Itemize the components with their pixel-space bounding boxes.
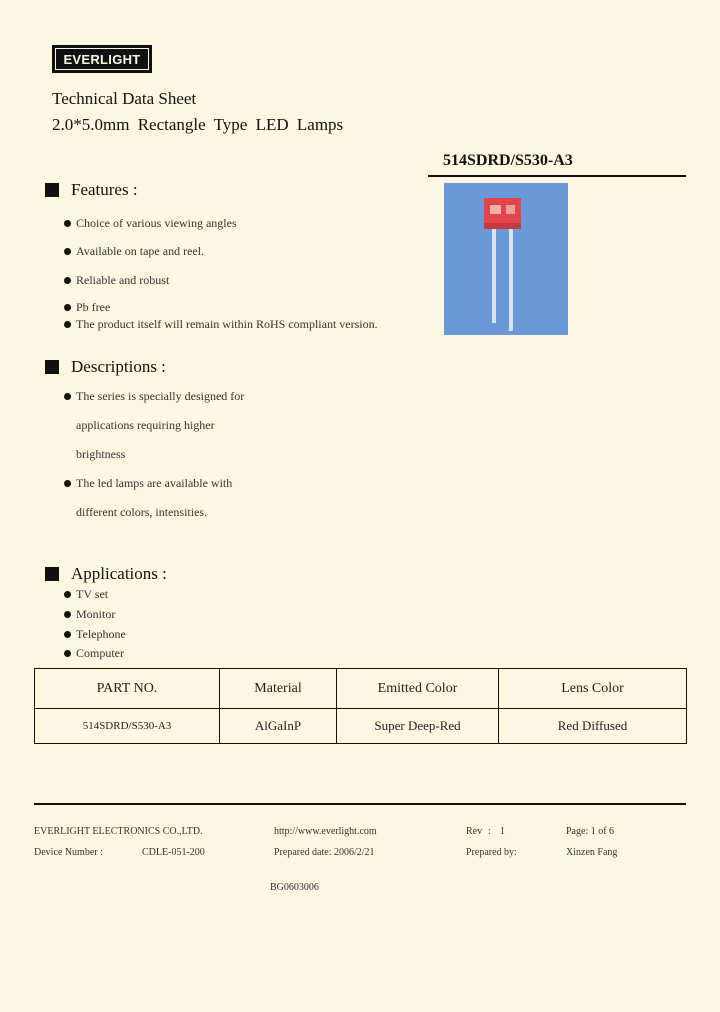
footer-rev-value: 1 [500,826,505,837]
bullet-icon [64,611,71,618]
footer-prepared-by-label: Prepared by: [466,847,517,858]
application-item: Monitor [64,607,115,622]
description-line: The led lamps are available with [64,476,232,491]
col-header-material: Material [220,669,337,709]
features-heading-text: Features : [71,180,138,199]
footer-device-label: Device Number : [34,847,103,858]
bullet-icon [64,480,71,487]
cell-lens-color: Red Diffused [499,709,687,744]
footer-device-value: CDLE-051-200 [142,847,205,858]
footer-rev-sep: : [488,826,491,837]
footer-page: Page: 1 of 6 [566,826,615,837]
bullet-icon [64,321,71,328]
description-line: applications requiring higher [76,418,215,432]
feature-item: Choice of various viewing angles [64,216,237,231]
header-rule [428,175,686,177]
bullet-icon [64,393,71,400]
led-lamp-image [444,183,568,335]
applications-heading [45,564,167,584]
col-header-part-no: PART NO. [35,669,220,709]
table-header-row [35,669,687,709]
footer-company: EVERLIGHT ELECTRONICS CO.,LTD. [34,826,203,837]
cell-material: AlGaInP [220,709,337,744]
everlight-logo [52,45,152,73]
part-number-heading: 514SDRD/S530-A3 [443,152,573,169]
square-bullet-icon [45,183,59,197]
footer-prepared-date: Prepared date: 2006/2/21 [274,847,375,858]
description-line: The series is specially designed for [64,389,244,404]
application-item: Telephone [64,627,126,642]
logo-text: EVERLIGHT [63,51,141,67]
feature-item: Available on tape and reel. [64,244,204,259]
footer-rule [34,803,686,805]
feature-item: The product itself will remain within RoHS compliant version. [64,317,378,332]
document-subtitle: 2.0*5.0mm Rectangle Type LED Lamps [52,115,344,134]
col-header-emitted-color: Emitted Color [337,669,499,709]
bullet-icon [64,591,71,598]
bullet-icon [64,650,71,657]
feature-item: Reliable and robust [64,273,169,288]
description-line: brightness [76,447,126,461]
bullet-icon [64,277,71,284]
footer-doc-code: BG0603006 [270,882,319,893]
document-title: Technical Data Sheet [52,89,197,108]
footer-rev-label: Rev [466,826,483,837]
product-photo [444,183,568,335]
square-bullet-icon [45,360,59,374]
description-line: different colors, intensities. [76,505,208,519]
descriptions-heading-text: Descriptions : [71,357,166,376]
descriptions-heading [45,357,166,377]
bullet-icon [64,248,71,255]
applications-heading-text: Applications : [71,564,167,583]
footer-website[interactable]: http://www.everlight.com [274,826,377,837]
footer-prepared-by-value: Xinzen Fang [566,847,618,858]
spec-table [34,668,687,744]
cell-emitted-color: Super Deep-Red [337,709,499,744]
application-item: TV set [64,587,108,602]
features-heading [45,180,138,200]
feature-item: Pb free [64,300,110,315]
square-bullet-icon [45,567,59,581]
col-header-lens-color: Lens Color [499,669,687,709]
cell-part-no: 514SDRD/S530-A3 [35,709,220,744]
bullet-icon [64,631,71,638]
bullet-icon [64,220,71,227]
application-item: Computer [64,646,124,661]
table-row [35,709,687,744]
bullet-icon [64,304,71,311]
